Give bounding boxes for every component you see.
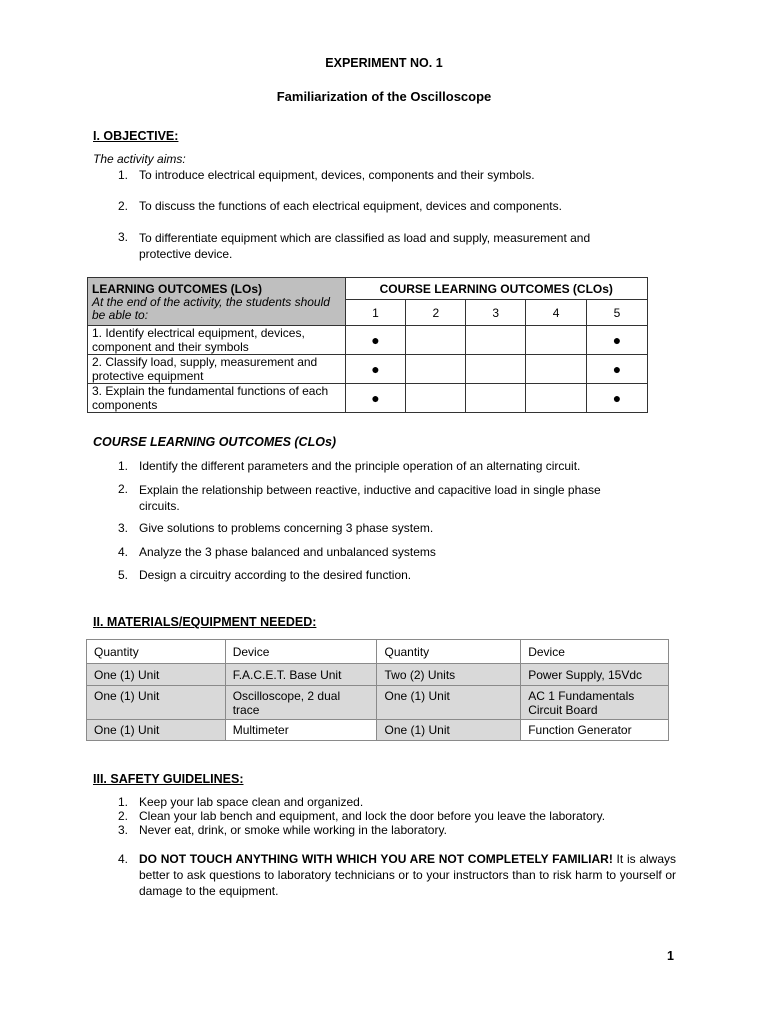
mark-cell: [466, 355, 526, 384]
mark-cell: [587, 384, 648, 413]
mark-cell: [345, 384, 406, 413]
table-row: [88, 355, 648, 384]
list-item: To discuss the functions of each electrical equipment, devices and components.: [139, 199, 562, 213]
experiment-number: EXPERIMENT NO. 1: [325, 56, 443, 70]
mark-cell: [406, 326, 466, 355]
mark-cell: [345, 355, 406, 384]
clo-number: 4: [526, 300, 587, 326]
column-header: Device: [521, 640, 669, 664]
warning-text: DO NOT TOUCH ANYTHING WITH WHICH YOU ARE NOT COMPLETELY FAMILIAR!: [139, 852, 613, 866]
list-item-number: 3.: [117, 230, 128, 244]
table-header-row: [87, 640, 669, 664]
list-item: [139, 851, 676, 899]
list-item-number: 2.: [117, 199, 128, 213]
table-cell: F.A.C.E.T. Base Unit: [225, 664, 377, 686]
mark-cell: [466, 384, 526, 413]
table-cell: Power Supply, 15Vdc: [521, 664, 669, 686]
column-header: Device: [225, 640, 377, 664]
page-number: 1: [667, 949, 674, 963]
mark-cell: [345, 326, 406, 355]
table-cell: One (1) Unit: [87, 664, 226, 686]
list-item: To introduce electrical equipment, devices, components and their symbols.: [139, 168, 535, 182]
lo-text: 2. Classify load, supply, measurement and protective equipment: [88, 355, 346, 384]
list-item: Never eat, drink, or smoke while working in the laboratory.: [139, 823, 447, 837]
table-cell: Two (2) Units: [377, 664, 521, 686]
mark-cell: [466, 326, 526, 355]
list-item: Give solutions to problems concerning 3 phase system.: [139, 521, 434, 535]
materials-heading: II. MATERIALS/EQUIPMENT NEEDED:: [93, 615, 317, 629]
warning-detail: It is always better to ask questions to laboratory technicians or to your instructors than to risk harm to yourself or damage to the equipment.: [139, 852, 677, 898]
table-cell: One (1) Unit: [377, 686, 521, 720]
list-item-number: 3.: [117, 521, 128, 535]
column-header: Quantity: [87, 640, 226, 664]
bullet-mark: ●: [371, 390, 380, 406]
bullet-mark: ●: [371, 361, 380, 377]
mark-cell: [587, 355, 648, 384]
list-item-number: 4.: [117, 545, 128, 559]
table-cell: One (1) Unit: [87, 720, 226, 741]
lo-subheading: At the end of the activity, the students should be able to:: [92, 295, 330, 322]
safety-heading: III. SAFETY GUIDELINES:: [93, 772, 244, 786]
list-item-number: 2.: [117, 809, 128, 823]
table-row: [87, 664, 669, 686]
table-row: [88, 384, 648, 413]
table-cell: AC 1 Fundamentals Circuit Board: [521, 686, 669, 720]
objective-heading: I. OBJECTIVE:: [93, 129, 179, 143]
list-item-number: 5.: [117, 568, 128, 582]
clo-number: 5: [587, 300, 648, 326]
list-item-number: 1.: [117, 795, 128, 809]
list-item-number: 1.: [117, 168, 128, 182]
table-cell: One (1) Unit: [377, 720, 521, 741]
mark-cell: [526, 326, 587, 355]
list-item: Analyze the 3 phase balanced and unbalanced systems: [139, 545, 436, 559]
table-cell: Oscilloscope, 2 dual trace: [225, 686, 377, 720]
list-item: Design a circuitry according to the desired function.: [139, 568, 412, 582]
materials-table: [86, 639, 669, 741]
clo-number: 1: [345, 300, 406, 326]
list-item-number: 4.: [117, 852, 128, 866]
table-cell: One (1) Unit: [87, 686, 226, 720]
lo-text: 1. Identify electrical equipment, devices, component and their symbols: [88, 326, 346, 355]
list-item: Identify the different parameters and the principle operation of an alternating circuit.: [139, 459, 581, 473]
table-row: [87, 686, 669, 720]
table-row: [87, 720, 669, 741]
learning-outcomes-table: [87, 277, 648, 413]
mark-cell: [526, 355, 587, 384]
list-item: To differentiate equipment which are classified as load and supply, measurement and protective device.: [139, 231, 591, 261]
table-cell: Function Generator: [521, 720, 669, 741]
list-item: Explain the relationship between reactive, inductive and capacitive load in single phase circuits.: [139, 483, 601, 513]
list-item: Clean your lab bench and equipment, and lock the door before you leave the laboratory.: [139, 809, 606, 823]
lo-header-cell: [88, 278, 346, 326]
table-cell: Multimeter: [225, 720, 377, 741]
clo-number: 2: [406, 300, 466, 326]
list-item: Keep your lab space clean and organized.: [139, 795, 364, 809]
column-header: Quantity: [377, 640, 521, 664]
list-item-number: 1.: [117, 459, 128, 473]
clo-heading: COURSE LEARNING OUTCOMES (CLOs): [93, 435, 337, 449]
bullet-mark: ●: [612, 332, 622, 348]
list-item-number: 3.: [117, 823, 128, 837]
clo-header-cell: COURSE LEARNING OUTCOMES (CLOs): [345, 278, 647, 300]
bullet-mark: ●: [612, 361, 622, 377]
mark-cell: [406, 355, 466, 384]
table-row: [88, 326, 648, 355]
bullet-mark: ●: [371, 332, 380, 348]
bullet-mark: ●: [612, 390, 622, 406]
page-title: Familiarization of the Oscilloscope: [276, 89, 492, 104]
mark-cell: [526, 384, 587, 413]
mark-cell: [406, 384, 466, 413]
lo-text: 3. Explain the fundamental functions of each components: [88, 384, 346, 413]
objective-intro: The activity aims:: [93, 152, 186, 166]
clo-number: 3: [466, 300, 526, 326]
list-item-number: 2.: [117, 482, 128, 496]
mark-cell: [587, 326, 648, 355]
lo-heading: LEARNING OUTCOMES (LOs): [92, 282, 262, 296]
